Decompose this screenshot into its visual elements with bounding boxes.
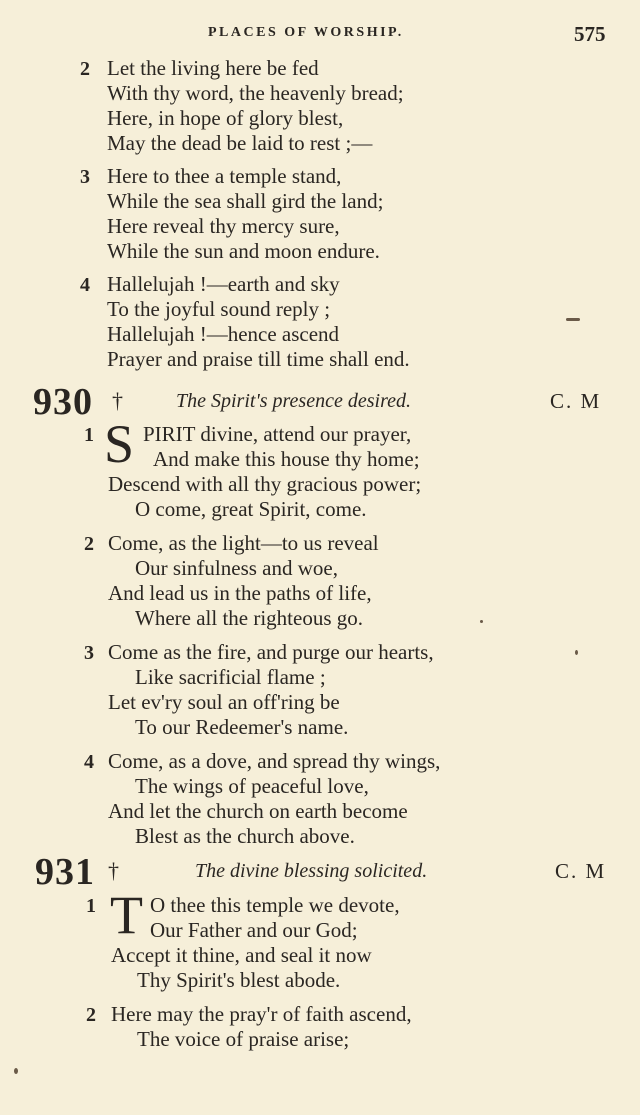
verse-number: 3 [80, 166, 90, 188]
hymn-header [0, 850, 640, 894]
page-number: 575 [574, 22, 606, 46]
verse-number: 2 [84, 533, 94, 555]
verse-line: Where all the righteous go. [135, 606, 364, 630]
verse-line: Our sinfulness and woe, [135, 556, 338, 580]
verse-number: 1 [86, 895, 96, 917]
paper-speck [480, 620, 483, 623]
verse-line: Hallelujah !—hence ascend [107, 322, 340, 346]
paper-speck [566, 318, 580, 321]
verse-line: Hallelujah !—earth and sky [107, 272, 340, 296]
verse-number: 2 [86, 1004, 96, 1026]
dagger-mark: † [112, 388, 123, 413]
verse-number: 4 [80, 274, 90, 296]
verse-line: Here to thee a temple stand, [107, 164, 342, 188]
verse-line: Come as the fire, and purge our hearts, [108, 640, 434, 664]
drop-cap: T [110, 885, 143, 945]
verse-line: To the joyful sound reply ; [107, 297, 331, 321]
paper-speck [14, 1068, 18, 1074]
dagger-mark: † [108, 858, 119, 883]
verse-line: Come, as a dove, and spread thy wings, [108, 749, 441, 773]
verse-line: While the sun and moon endure. [107, 239, 380, 263]
hymn-title: The divine blessing solicited. [195, 860, 428, 882]
verse-line: Prayer and praise till time shall end. [107, 347, 410, 371]
paper-speck [575, 650, 578, 655]
running-head-title: PLACES OF WORSHIP. [208, 25, 404, 40]
verse-line: Here, in hope of glory blest, [107, 106, 344, 130]
verse-line: The wings of peaceful love, [135, 774, 369, 798]
verse-line: And let the church on earth become [108, 799, 408, 823]
verse-line: Here reveal thy mercy sure, [107, 214, 340, 238]
verse-line: Accept it thine, and seal it now [111, 943, 372, 967]
hymn-meter: C. M [550, 389, 602, 413]
verse-line: To our Redeemer's name. [135, 715, 349, 739]
verse-line: Thy Spirit's blest abode. [137, 968, 341, 992]
verse-line: Let ev'ry soul an off'ring be [108, 690, 340, 714]
running-head [0, 22, 640, 46]
verse-number: 2 [80, 58, 90, 80]
verse-number: 3 [84, 642, 94, 664]
verse-line: May the dead be laid to rest ;— [107, 131, 373, 155]
drop-cap: S [104, 414, 135, 474]
verse-line: The voice of praise arise; [137, 1027, 350, 1051]
verse-line: Here may the pray'r of faith ascend, [111, 1002, 412, 1026]
verse-line: O thee this temple we devote, [150, 893, 400, 917]
verse-line: Let the living here be fed [107, 56, 319, 80]
hymn-header [0, 380, 640, 424]
verse-line: Descend with all thy gracious power; [108, 472, 422, 496]
hymn-meter: C. M [555, 859, 607, 883]
hymn-number: 931 [35, 851, 95, 893]
hymn-title: The Spirit's presence desired. [176, 390, 411, 412]
verse-line: With thy word, the heavenly bread; [107, 81, 404, 105]
verse-line: While the sea shall gird the land; [107, 189, 384, 213]
verse-line: And make this house thy home; [153, 447, 420, 471]
verse-line: Come, as the light—to us reveal [108, 531, 379, 555]
verse-number: 4 [84, 751, 94, 773]
verse-line: And lead us in the paths of life, [108, 581, 372, 605]
verse-line: PIRIT divine, attend our prayer, [143, 422, 412, 446]
verse-line: Blest as the church above. [135, 824, 355, 848]
hymn-number: 930 [33, 381, 93, 423]
verse-line: Like sacrificial flame ; [135, 665, 326, 689]
verse-number: 1 [84, 424, 94, 446]
verse-line: O come, great Spirit, come. [135, 497, 367, 521]
verse-line: Our Father and our God; [150, 918, 358, 942]
